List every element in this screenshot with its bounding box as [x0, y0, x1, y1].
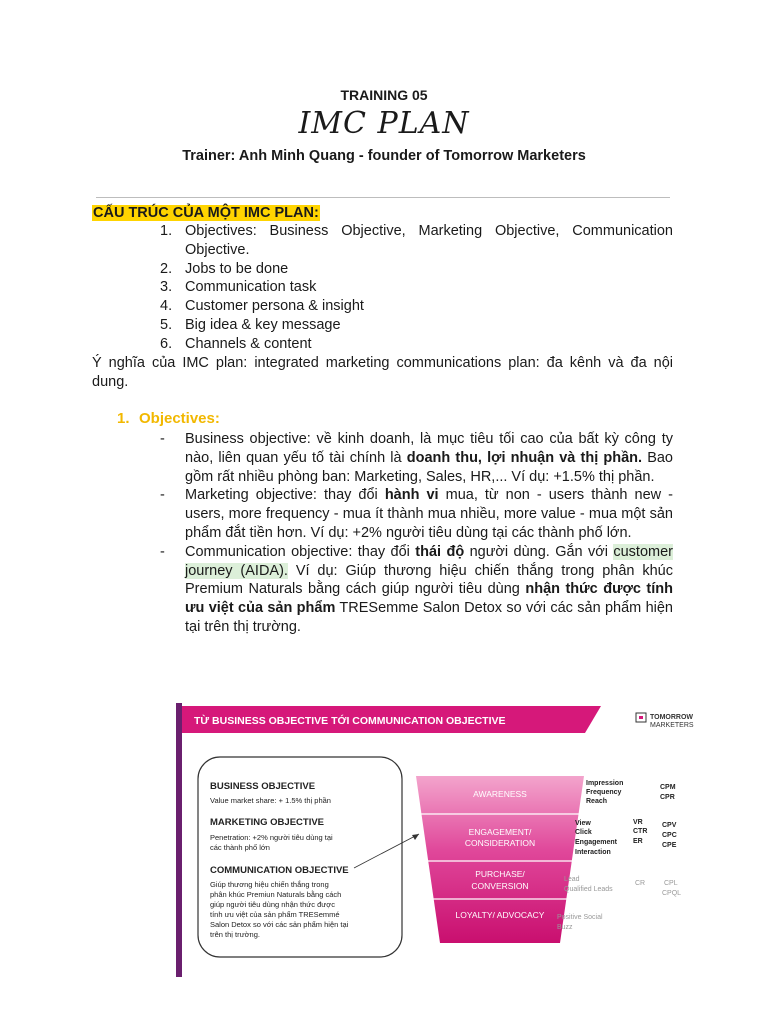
communication-objective-item: [160, 543, 673, 637]
page-title: IMC PLAN: [298, 106, 470, 141]
list-text: Channels & content: [185, 335, 312, 352]
imc-meaning: Ý nghĩa của IMC plan: integrated marketing communications plan: đa kênh và đa nội dung.: [92, 355, 673, 390]
structure-heading-text: CẤU TRÚC CỦA MỘT IMC PLAN:: [93, 205, 319, 221]
list-item: [160, 278, 673, 297]
list-text: Objectives: Business Objective, Marketing Objective, Communication Objective.: [185, 223, 673, 258]
metric: Frequency: [586, 789, 622, 796]
list-item: [160, 316, 673, 335]
funnel-engagement: ENGAGEMENT/: [468, 827, 532, 837]
co-line: Giúp thương hiệu chiến thắng trong: [210, 880, 329, 889]
bo-title: BUSINESS OBJECTIVE: [210, 781, 316, 792]
bullet-dash: -: [160, 543, 165, 560]
logo-line1: TOMORROW: [650, 714, 694, 721]
text: Business objective: về kinh doanh, là mục tiêu tối cao của bất kỳ công ty nào, liên quan yếu tố tài chính là: [185, 431, 673, 466]
list-text: Customer persona & insight: [185, 298, 364, 315]
rate: VR: [633, 819, 643, 826]
metric: Qualified Leads: [564, 886, 613, 893]
bold-text: thái độ: [415, 543, 465, 560]
list-number: 6.: [160, 335, 173, 352]
text: Communication objective: thay đổi: [185, 543, 416, 560]
cost: CPV: [662, 822, 677, 829]
list-number: 5.: [160, 316, 173, 333]
cost: CPL: [664, 880, 678, 887]
marketing-objective-item: [160, 486, 673, 542]
list-number: 3.: [160, 279, 173, 296]
metric: View: [575, 820, 591, 827]
text: Bao gồm rất nhiều phòng ban: Marketing, Sales, HR,... Ví dụ: +1.5% thị phần.: [185, 449, 673, 485]
training-label: TRAINING 05: [340, 87, 428, 103]
bold-text: nhận thức được tính ưu việt của sản phẩm: [185, 581, 673, 617]
objectives-heading: [117, 410, 220, 427]
side-strip: [176, 703, 182, 977]
text: TRESemme Salon Detox so với các sản phẩm hiện tại trên thị trường.: [185, 600, 673, 635]
list-item: [160, 335, 673, 354]
co-line: Salon Detox so với các sản phẩm hiện tại: [210, 920, 349, 929]
highlight-text: customer journey (AIDA).: [185, 543, 673, 579]
cost: CPC: [662, 832, 677, 839]
list-item: [160, 222, 673, 260]
list-number: 2.: [160, 260, 173, 277]
text: mua, từ non - users thành new - users, more frequency - mua ít thành mua nhiều, more value - mua một sản phẩm đắt tiền hơn. Ví dụ: +2% người tiêu dùng tại các thành phố lớn.: [185, 487, 673, 541]
logo-line2: MARKETERS: [650, 722, 694, 729]
banner-text: TỪ BUSINESS OBJECTIVE TỚI COMMUNICATION OBJECTIVE: [194, 715, 506, 727]
metric: Buzz: [557, 924, 573, 931]
objectives-list: [160, 430, 673, 637]
business-objective-item: [160, 430, 673, 486]
metric: Impression: [586, 780, 624, 787]
structure-heading: [92, 204, 673, 223]
cost: CPR: [660, 794, 675, 801]
funnel-purchase: PURCHASE/: [475, 869, 525, 879]
mo-title: MARKETING OBJECTIVE: [210, 817, 325, 828]
metric: Click: [575, 829, 592, 836]
list-number: 4.: [160, 298, 173, 315]
co-line: tính ưu việt của sản phẩm TRESemmé: [210, 910, 340, 919]
mo-text2: các thành phố lớn: [210, 843, 270, 852]
objectives-heading-text: Objectives:: [139, 410, 220, 427]
co-title: COMMUNICATION OBJECTIVE: [210, 865, 349, 876]
list-text: Big idea & key message: [185, 316, 341, 333]
metric: Engagement: [575, 839, 618, 846]
bullet-dash: -: [160, 431, 165, 447]
list-item: [160, 260, 673, 279]
logo-icon-mark: [639, 716, 643, 719]
rate: CR: [635, 880, 646, 887]
text: Ví dụ: Giúp thương hiệu chiến thắng trong phân khúc Premium Naturals bằng cách giúp người tiêu dùng: [185, 562, 673, 598]
metric: Interaction: [575, 849, 611, 856]
funnel-consideration: CONSIDERATION: [464, 838, 536, 848]
mo-text1: Penetration: +2% người tiêu dùng tại: [210, 833, 333, 842]
bo-text: Value market share: + 1.5% thị phần: [210, 796, 331, 805]
list-text: Jobs to be done: [185, 260, 289, 277]
rate: ER: [633, 838, 643, 845]
cost: CPM: [660, 784, 676, 791]
objectives-number: 1.: [117, 410, 130, 427]
text: người dùng. Gắn với: [464, 543, 614, 560]
imc-diagram: [176, 703, 709, 977]
bold-text: doanh thu, lợi nhuận và thị phần.: [406, 449, 643, 466]
bullet-dash: -: [160, 487, 165, 504]
list-item: [160, 297, 673, 316]
co-line: giúp người tiêu dùng nhận thức được: [210, 900, 335, 909]
metric: Positive Social: [557, 914, 603, 921]
metric: Reach: [586, 798, 608, 805]
list-number: 1.: [160, 223, 173, 239]
cost: CPE: [662, 842, 677, 849]
trainer-line: Trainer: Anh Minh Quang - founder of Tomorrow Marketers: [182, 148, 586, 164]
funnel-awareness: AWARENESS: [473, 789, 527, 799]
cost: CPQL: [662, 890, 682, 897]
bold-text: hành vi: [384, 487, 439, 504]
text: Marketing objective: thay đổi: [185, 487, 385, 504]
funnel-conversion: CONVERSION: [471, 881, 529, 891]
list-text: Communication task: [185, 279, 317, 296]
rate: CTR: [633, 828, 648, 835]
co-line: trên thị trường.: [210, 930, 260, 939]
funnel-loyalty: LOYALTY/ ADVOCACY: [455, 910, 545, 920]
structure-list: [160, 222, 673, 354]
co-line: phân khúc Premiun Naturals bằng cách: [210, 890, 342, 899]
metric: Lead: [564, 876, 580, 883]
divider: [96, 197, 670, 198]
